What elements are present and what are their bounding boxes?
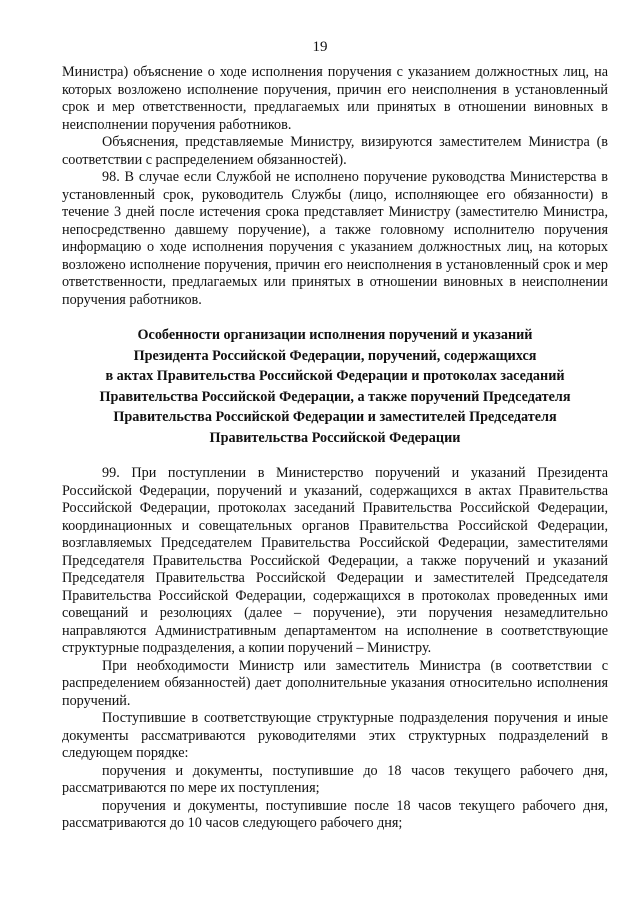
document-body [62, 64, 608, 833]
section-heading [62, 325, 608, 448]
paragraph-after-18: поручения и документы, поступившие после 18 часов текущего рабочего дня, рассматриваются до 10 часов следующего рабочего дня; [62, 797, 608, 831]
heading-line: в актах Правительства Российской Федерации и протоколах заседаний [105, 368, 565, 384]
heading-line: Президента Российской Федерации, поручений, содержащихся [133, 347, 537, 364]
heading-line: Правительства Российской Федерации, а также поручений Председателя [99, 388, 571, 405]
page-number: 19 [312, 39, 328, 55]
paragraph-review-order: Поступившие в соответствующие структурные подразделения поручения и иные документы рассматриваются руководителями этих структурных подразделений в следующем порядке: [62, 710, 608, 761]
paragraph-99: 99. При поступлении в Министерство поручений и указаний Президента Российской Федерации, поручений и указаний, содержащихся в актах Правительства Российской Федерации, протоколах заседаний Правительства Российской Федерации, координационных и совещательных органов Правительства Российской Федерации, возглавляемых Председателем Правительства Российской Федерации, заместителями Председателя Правительства Российской Федерации, а также поручений и указаний Председателя Правительства Российской Федерации и заместителей Председателя Правительства Российской Федерации, содержащихся в протоколах проведенных ими совещаний и резолюциях (далее – поручение), эти поручения незамедлительно направляются Административным департаментом на исполнение в соответствующие структурные подразделения, а копии поручений – Министру. [62, 465, 608, 656]
paragraph-before-18: поручения и документы, поступившие до 18 часов текущего рабочего дня, рассматриваются по мере их поступления; [62, 762, 608, 796]
heading-line: Правительства Российской Федерации и заместителей Председателя [113, 409, 557, 425]
heading-line: Особенности организации исполнения поручений и указаний [137, 327, 533, 343]
paragraph-explanations: Объяснения, представляемые Министру, визируются заместителем Министра (в соответствии с распределением обязанностей). [62, 134, 608, 168]
heading-line: Правительства Российской Федерации [209, 429, 461, 446]
paragraph-continuation: Министра) объяснение о ходе исполнения поручения с указанием должностных лиц, на которых возложено исполнение поручения, причин его неисполнения в установленный срок и мер ответственности, предлагаемых или принятых в отношении виновных в неисполнении поручения работников. [62, 64, 608, 133]
paragraph-98: 98. В случае если Службой не исполнено поручение руководства Министерства в установленный срок, руководитель Службы (лицо, исполняющее его обязанности) в течение 3 дней после истечения срока представляет Министру (заместителю Министра, непосредственно давшему поручение), а также головному исполнителю поручения информацию о ходе исполнения поручения с указанием должностных лиц, на которых возложено исполнение поручения, причин его неисполнения в установленный срок и мер ответственности, предлагаемых или принятых в отношении виновных в неисполнении поручения работников. [62, 169, 608, 308]
paragraph-additional-instructions: При необходимости Министр или заместитель Министра (в соответствии с распределением обязанностей) дает дополнительные указания относительно исполнения поручений. [62, 657, 608, 709]
